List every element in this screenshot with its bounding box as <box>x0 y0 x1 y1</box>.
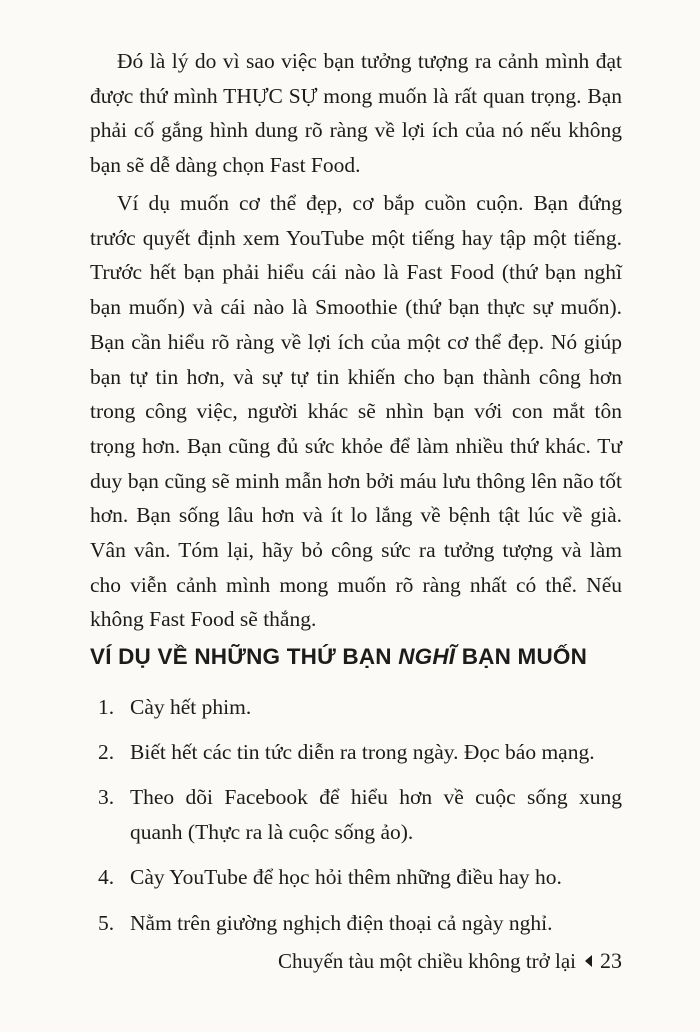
paragraph-1: Đó là lý do vì sao việc bạn tưởng tượng ra cảnh mình đạt được thứ mình THỰC SỰ mong muốn là rất quan trọng. Bạn phải cố gắng hình dung rõ ràng về lợi ích của nó nếu không bạn sẽ dễ dàng chọn Fast Food. <box>90 49 622 178</box>
list-item <box>90 735 622 770</box>
list-item-text: Cày YouTube để học hỏi thêm những điều hay ho. <box>130 865 562 890</box>
list-item-number: 4. <box>98 865 115 890</box>
heading-text-before: VÍ DỤ VỀ NHỮNG THỨ BẠN <box>90 644 399 669</box>
list-item-text: Theo dõi Facebook để hiểu hơn về cuộc sống xung quanh (Thực ra là cuộc sống ảo). <box>130 785 622 845</box>
page-number: 23 <box>600 948 622 973</box>
list-item-text: Biết hết các tin tức diễn ra trong ngày. Đọc báo mạng. <box>130 740 595 765</box>
list-item-number: 5. <box>98 910 115 935</box>
footer-chapter-title: Chuyến tàu một chiều không trở lại <box>277 949 576 973</box>
list-item <box>90 690 622 725</box>
heading-emphasis: NGHĨ <box>398 644 456 669</box>
page-footer <box>278 946 622 976</box>
left-triangle-icon <box>585 955 592 967</box>
list-item-text: Cày hết phim. <box>130 695 252 719</box>
list-item <box>90 860 622 895</box>
list-item-number: 2. <box>98 740 115 765</box>
list-item-text: Nằm trên giường nghịch điện thoại cả ngày nghỉ. <box>130 910 553 935</box>
list-item <box>90 780 622 849</box>
examples-list <box>90 690 622 951</box>
paragraph-2: Ví dụ muốn cơ thể đẹp, cơ bắp cuồn cuộn. Bạn đứng trước quyết định xem YouTube một tiếng hay tập một tiếng. Trước hết bạn phải hiểu cái nào là Fast Food (thứ bạn nghĩ bạn muốn) và cái nào là Smoothie (thứ bạn thực sự muốn). Bạn cần hiểu rõ ràng về lợi ích của một cơ thể đẹp. Nó giúp bạn tự tin hơn, và sự tự tin khiến cho bạn thành công hơn trong công việc, người khác sẽ nhìn bạn với con mắt tôn trọng hơn. Bạn cũng đủ sức khỏe để làm nhiều thứ khác. Tư duy bạn cũng sẽ minh mẫn hơn bởi máu lưu thông lên não tốt hơn. Bạn sống lâu hơn và ít lo lắng về bệnh tật lúc về già. Vân vân. Tóm lại, hãy bỏ công sức ra tưởng tượng và làm cho viễn cảnh mình mong muốn rõ ràng nhất có thể. Nếu không Fast Food sẽ thắng. <box>90 191 622 632</box>
list-item <box>90 906 622 941</box>
list-item-number: 1. <box>98 695 115 719</box>
section-heading <box>90 642 630 672</box>
heading-text-after: BẠN MUỐN <box>455 644 588 669</box>
list-item-number: 3. <box>98 785 115 810</box>
